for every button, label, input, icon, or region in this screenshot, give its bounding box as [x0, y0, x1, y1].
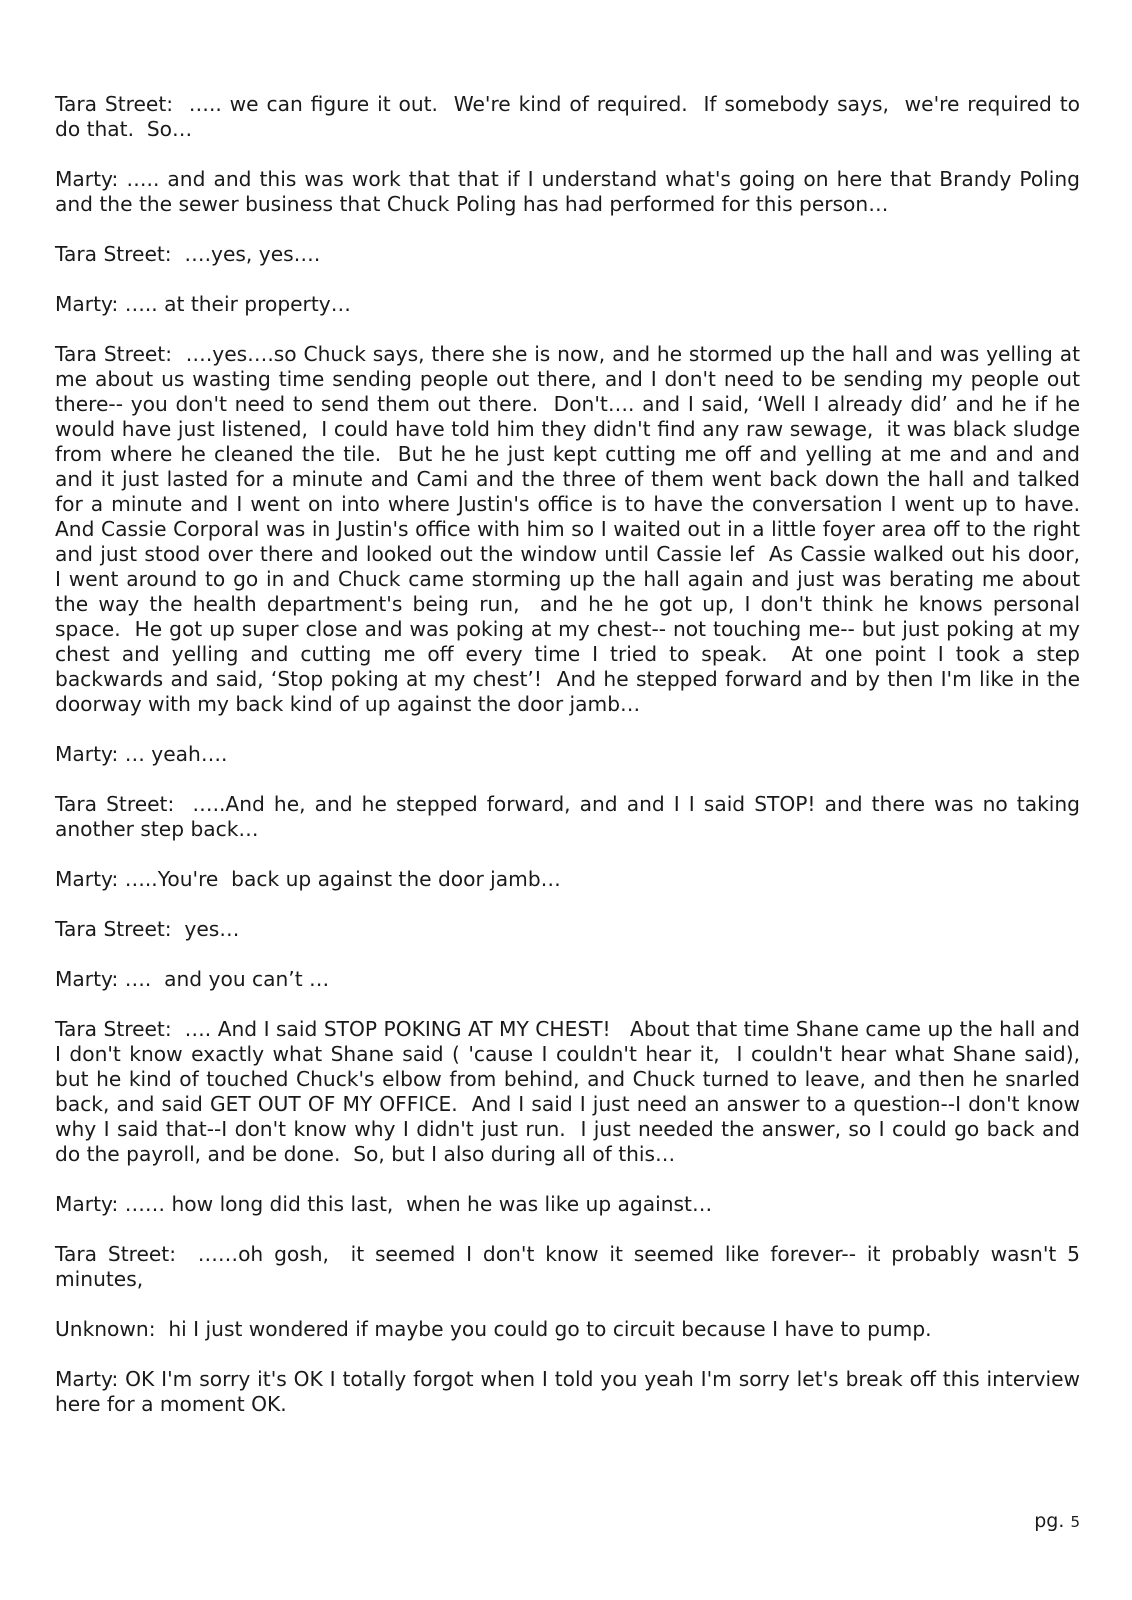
page-number-value: 5: [1070, 1513, 1080, 1531]
page-number-label: pg.: [1034, 1510, 1065, 1532]
transcript-paragraph: Tara Street: …. And I said STOP POKING AT MY CHEST! About that time Shane came up the hall and I don't know exactly what Shane said ( 'cause I couldn't hear it, I couldn't hear what Shane said), but he kind of touched Chuck's elbow from behind, and Chuck turned to leave, and then he snarled back, and said GET OUT OF MY OFFICE. And I said I just need an answer to a question--I don't know why I said that--I don't know why I didn't just run. I just needed the answer, so I could go back and do the payroll, and be done. So, but I also during all of this…: [55, 1017, 1087, 1166]
transcript-paragraph: Marty: ….. and and this was work that that if I understand what's going on here that Brandy Poling and the the sewer business that Chuck Poling has had performed for this person…: [55, 167, 1087, 216]
transcript-paragraph: Unknown: hi I just wondered if maybe you could go to circuit because I have to pump.: [55, 1317, 932, 1341]
transcript-paragraph: Marty: OK I'm sorry it's OK I totally forgot when I told you yeah I'm sorry let's break off this interview here for a moment OK.: [55, 1367, 1087, 1416]
transcript-paragraph: Marty: …. and you can’t …: [55, 967, 330, 991]
page-number: [1034, 1510, 1080, 1532]
transcript-paragraph: Tara Street: ….yes….so Chuck says, there she is now, and he stormed up the hall and was yelling at me about us wasting time sending people out there, and I don't need to be sending my people out there-- you don't need to send them out there. Don't…. and I said, ‘Well I already did’ and he if he would have just listened, I could have told him they didn't find any raw sewage, it was black sludge from where he cleaned the tile. But he he just kept cutting me off and yelling at me and and and and it just lasted for a minute and Cami and the three of them went back down the hall and talked for a minute and I went on into where Justin's office is to have the conversation I went up to have. And Cassie Corporal was in Justin's office with him so I waited out in a little foyer area off to the right and just stood over there and looked out the window until Cassie lef As Cassie walked out his door, I went around to go in and Chuck came storming up the hall again and just was berating me about the way the health department's being run, and he he got up, I don't think he knows personal space. He got up super close and was poking at my chest-- not touching me-- but just poking at my chest and yelling and cutting me off every time I tried to speak. At one point I took a step backwards and said, ‘Stop poking at my chest’! And he stepped forward and by then I'm like in the doorway with my back kind of up against the door jamb…: [55, 342, 1093, 716]
transcript-paragraph: Marty: … yeah….: [55, 742, 228, 766]
transcript-paragraph: Marty: ….. at their property…: [55, 292, 351, 316]
transcript-paragraph: Tara Street: ……oh gosh, it seemed I don't know it seemed like forever-- it probably wasn't 5 minutes,: [55, 1242, 1087, 1291]
transcript-paragraph: Marty: …… how long did this last, when he was like up against…: [55, 1192, 713, 1216]
transcript-paragraph: Tara Street: ….yes, yes….: [55, 242, 321, 266]
transcript-paragraph: Tara Street: …..And he, and he stepped forward, and and I I said STOP! and there was no taking another step back…: [55, 792, 1087, 841]
interview-transcript: [55, 92, 1093, 1442]
transcript-paragraph: Tara Street: ….. we can figure it out. We're kind of required. If somebody says, we're required to do that. So…: [55, 92, 1087, 141]
transcript-paragraph: Marty: …..You're back up against the door jamb…: [55, 867, 561, 891]
transcript-paragraph: Tara Street: yes…: [55, 917, 240, 941]
